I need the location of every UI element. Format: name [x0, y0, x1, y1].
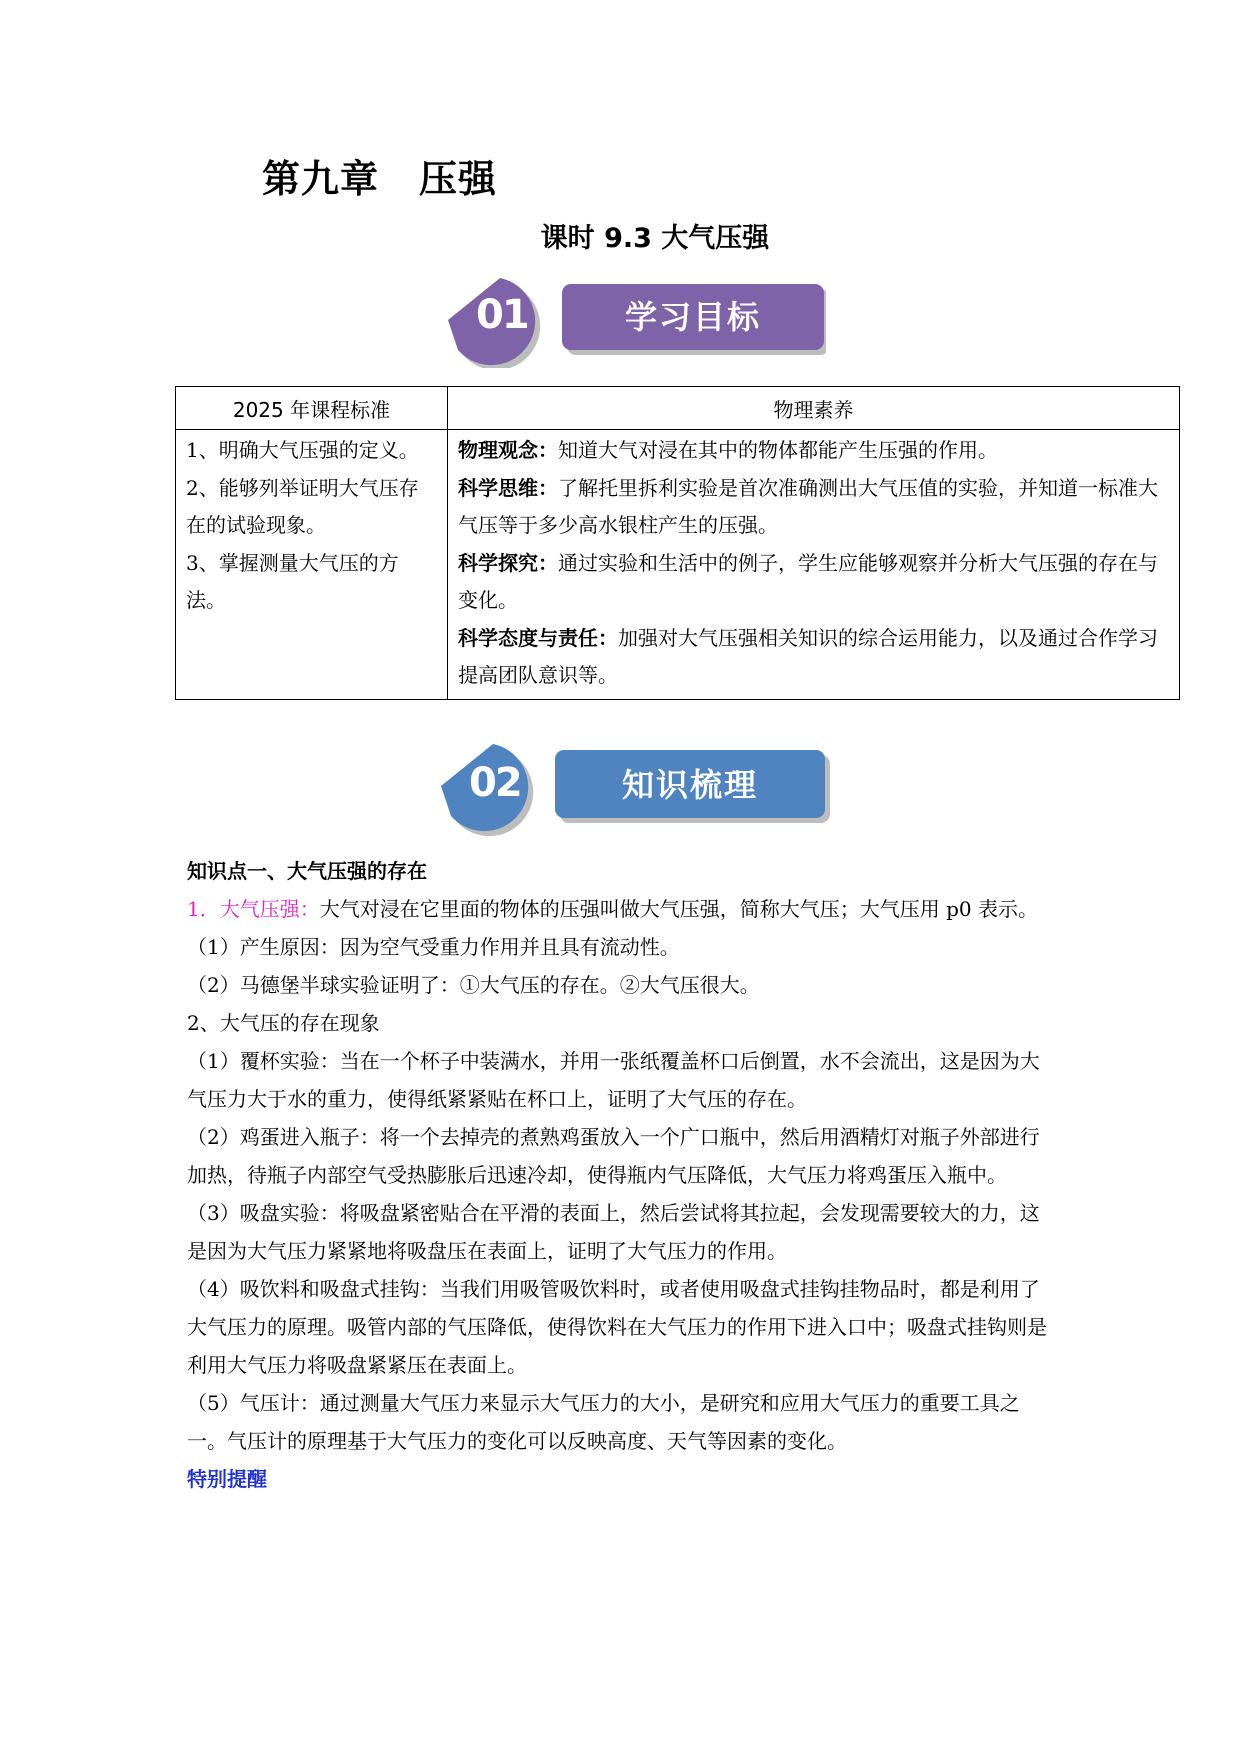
list-item: （3）吸盘实验：将吸盘紧密贴合在平滑的表面上，然后尝试将其拉起，会发现需要较大的力，这是因为大气压力紧紧地将吸盘压在表面上，证明了大气压力的作用。 [187, 1201, 1040, 1263]
header-literacy: 物理素养 [448, 387, 1180, 430]
standard-item: 1、明确大气压强的定义。 [186, 438, 419, 462]
table-row [176, 430, 1180, 700]
chapter-topic: 压强 [419, 157, 498, 201]
literacy-text: 通过实验和生活中的例子，学生应能够观察并分析大气压强的存在与变化。 [458, 550, 1158, 612]
special-reminder-heading: 特别提醒 [187, 1467, 267, 1491]
literacy-text: 知道大气对浸在其中的物体都能产生压强的作用。 [558, 438, 998, 462]
literacy-text: 加强对大气压强相关知识的综合运用能力，以及通过合作学习提高团队意识等。 [458, 625, 1158, 687]
literacy-item [458, 620, 1169, 695]
literacy-text: 了解托里拆利实验是首次准确测出大气压值的实验，并知道一标准大气压等于多少高水银柱产生的压强。 [458, 475, 1158, 537]
section-badge-goals [446, 268, 826, 368]
standards-cell [176, 430, 448, 700]
section-label: 知识梳理 [621, 766, 758, 804]
literacy-label: 物理观念： [458, 438, 558, 462]
list-item: （5）气压计：通过测量大气压力来显示大气压力的大小，是研究和应用大气压力的重要工具之一。气压计的原理基于大气压力的变化可以反映高度、天气等因素的变化。 [187, 1391, 1020, 1453]
literacy-cell [448, 430, 1180, 700]
header-standard: 2025 年课程标准 [176, 387, 448, 430]
literacy-item [458, 545, 1169, 620]
literacy-label: 科学思维： [458, 475, 558, 500]
chapter-title [262, 148, 497, 203]
goals-table [175, 386, 1180, 700]
definition-paragraph [187, 890, 1057, 928]
literacy-item [458, 432, 1169, 470]
definition-label: 1．大气压强： [187, 897, 320, 921]
knowledge-point-title: 知识点一、大气压强的存在 [187, 859, 427, 883]
section-number: 01 [476, 292, 528, 338]
standard-item: 3、掌握测量大气压的方法。 [186, 550, 399, 612]
chapter-number: 第九章 [262, 157, 380, 201]
list-item: （1）产生原因：因为空气受重力作用并且具有流动性。 [187, 935, 680, 959]
knowledge-content [187, 852, 1057, 1498]
table-header-row [176, 387, 1180, 430]
literacy-label: 科学探究： [458, 550, 558, 575]
standard-item: 2、能够列举证明大气压存在的试验现象。 [186, 475, 419, 537]
definition-text: 大气对浸在它里面的物体的压强叫做大气压强，简称大气压；大气压用 p0 表示。 [319, 897, 1038, 921]
section-number: 02 [469, 760, 521, 806]
list-item: （1）覆杯实验：当在一个杯子中装满水，并用一张纸覆盖杯口后倒置，水不会流出，这是因为大气压力大于水的重力，使得纸紧紧贴在杯口上，证明了大气压的存在。 [187, 1049, 1040, 1111]
list-item: （2）马德堡半球实验证明了：①大气压的存在。②大气压很大。 [187, 973, 760, 997]
section-badge-knowledge [437, 738, 832, 838]
list-item: （2）鸡蛋进入瓶子：将一个去掉壳的煮熟鸡蛋放入一个广口瓶中，然后用酒精灯对瓶子外部进行加热，待瓶子内部空气受热膨胀后迅速冷却，使得瓶内气压降低，大气压力将鸡蛋压入瓶中。 [187, 1125, 1040, 1187]
section-label: 学习目标 [624, 298, 761, 336]
literacy-item [458, 470, 1169, 545]
literacy-label: 科学态度与责任： [458, 625, 618, 650]
lesson-title: 课时 9.3 大气压强 [540, 223, 770, 254]
list-item: （4）吸饮料和吸盘式挂钩：当我们用吸管吸饮料时，或者使用吸盘式挂钩挂物品时，都是利用了大气压力的原理。吸管内部的气压降低，使得饮料在大气压力的作用下进入口中；吸盘式挂钩则是利用大气压力将吸盘紧紧压在表面上。 [187, 1277, 1047, 1377]
subsection-title: 2、大气压的存在现象 [187, 1011, 380, 1035]
